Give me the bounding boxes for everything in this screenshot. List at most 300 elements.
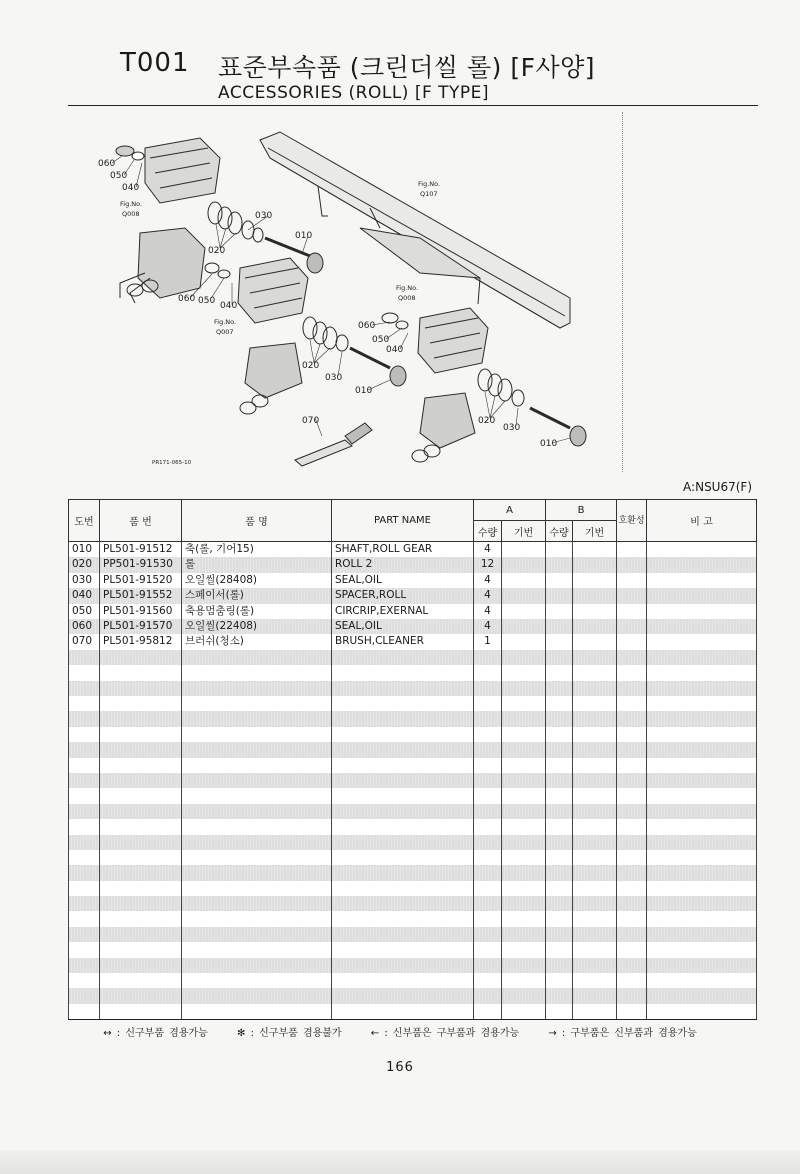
legend-item: → : 구부품은 신부품과 겸용가능 bbox=[548, 1028, 697, 1039]
cell-name-en bbox=[332, 758, 474, 773]
cell-name-ko bbox=[182, 804, 332, 819]
callout-030: 030 bbox=[325, 373, 343, 383]
cell-compat bbox=[617, 650, 647, 665]
cell-name-en: ROLL 2 bbox=[332, 557, 474, 572]
cell-no bbox=[69, 896, 100, 911]
cell-no bbox=[69, 1004, 100, 1020]
cell-base-a bbox=[502, 788, 546, 803]
cell-base-b bbox=[573, 850, 617, 865]
table-row-empty bbox=[69, 835, 757, 850]
cell-compat bbox=[617, 988, 647, 1003]
cell-base-b bbox=[573, 865, 617, 880]
cell-compat bbox=[617, 865, 647, 880]
cell-remarks bbox=[647, 588, 757, 603]
cell-name-en bbox=[332, 773, 474, 788]
cell-qty-b bbox=[546, 835, 573, 850]
drawing-number: PR171-065-10 bbox=[152, 460, 192, 466]
cell-compat bbox=[617, 881, 647, 896]
cell-base-b bbox=[573, 758, 617, 773]
cell-base-a bbox=[502, 665, 546, 680]
cell-part-no bbox=[100, 681, 182, 696]
cell-base-b bbox=[573, 773, 617, 788]
gearbox-3 bbox=[412, 393, 475, 462]
legend-item: ✻ : 신구부품 겸용불가 bbox=[237, 1028, 342, 1039]
cell-qty-a bbox=[474, 650, 502, 665]
cell-remarks bbox=[647, 881, 757, 896]
cell-remarks bbox=[647, 788, 757, 803]
cell-qty-b bbox=[546, 588, 573, 603]
roll-housing-2 bbox=[238, 258, 308, 323]
cell-qty-a: 4 bbox=[474, 573, 502, 588]
cell-qty-b bbox=[546, 542, 573, 558]
cell-name-ko bbox=[182, 650, 332, 665]
cell-part-no bbox=[100, 1004, 182, 1020]
table-row-empty bbox=[69, 896, 757, 911]
cell-compat bbox=[617, 804, 647, 819]
cell-no bbox=[69, 788, 100, 803]
cell-qty-a bbox=[474, 758, 502, 773]
cell-part-no bbox=[100, 988, 182, 1003]
cell-remarks bbox=[647, 773, 757, 788]
table-row bbox=[69, 542, 757, 558]
fig-ref-label: Fig.No. bbox=[214, 318, 237, 326]
cell-remarks bbox=[647, 988, 757, 1003]
cell-base-b bbox=[573, 711, 617, 726]
cell-qty-a: 4 bbox=[474, 542, 502, 558]
cell-part-no: PL501-91570 bbox=[100, 619, 182, 634]
cell-qty-a bbox=[474, 881, 502, 896]
parts-table-body bbox=[69, 542, 757, 1020]
cell-name-en bbox=[332, 650, 474, 665]
cell-compat bbox=[617, 896, 647, 911]
cell-no bbox=[69, 865, 100, 880]
cell-part-no bbox=[100, 665, 182, 680]
cell-no bbox=[69, 988, 100, 1003]
table-row-empty bbox=[69, 942, 757, 957]
page-number: 166 bbox=[386, 1060, 414, 1075]
gearbox-1 bbox=[120, 228, 205, 303]
cell-base-b bbox=[573, 958, 617, 973]
cell-qty-a bbox=[474, 896, 502, 911]
cell-remarks bbox=[647, 696, 757, 711]
cell-remarks bbox=[647, 650, 757, 665]
cell-name-en: CIRCRIP,EXERNAL bbox=[332, 604, 474, 619]
cell-base-b bbox=[573, 742, 617, 757]
page-title-english: ACCESSORIES (ROLL) [F TYPE] bbox=[218, 83, 490, 103]
cell-base-a bbox=[502, 865, 546, 880]
cell-base-b bbox=[573, 604, 617, 619]
cell-compat bbox=[617, 942, 647, 957]
cell-part-no: PL501-91552 bbox=[100, 588, 182, 603]
cell-name-ko bbox=[182, 711, 332, 726]
exploded-parts-diagram bbox=[90, 118, 620, 473]
cell-base-a bbox=[502, 588, 546, 603]
cell-remarks bbox=[647, 835, 757, 850]
cell-name-ko: 오일씰(28408) bbox=[182, 573, 332, 588]
cell-base-b bbox=[573, 650, 617, 665]
cell-name-ko bbox=[182, 758, 332, 773]
cell-no bbox=[69, 804, 100, 819]
table-row-empty bbox=[69, 681, 757, 696]
table-row-empty bbox=[69, 742, 757, 757]
cell-remarks bbox=[647, 896, 757, 911]
cell-part-no bbox=[100, 819, 182, 834]
legend-item: ← : 신부품은 구부품과 겸용가능 bbox=[370, 1028, 520, 1039]
cell-name-ko bbox=[182, 881, 332, 896]
table-row-empty bbox=[69, 850, 757, 865]
cell-no bbox=[69, 727, 100, 742]
table-row-empty bbox=[69, 804, 757, 819]
cell-base-b bbox=[573, 788, 617, 803]
cell-name-en bbox=[332, 988, 474, 1003]
cell-compat bbox=[617, 788, 647, 803]
col-group-b: B bbox=[546, 500, 617, 521]
cell-no: 030 bbox=[69, 573, 100, 588]
col-no: 도번 bbox=[69, 500, 100, 542]
cell-no bbox=[69, 758, 100, 773]
table-row-empty bbox=[69, 911, 757, 926]
cell-base-b bbox=[573, 573, 617, 588]
fig-ref-code: Q008 bbox=[122, 210, 140, 218]
cell-name-en bbox=[332, 850, 474, 865]
cleaner-brush-drawing bbox=[295, 423, 372, 466]
cell-name-en bbox=[332, 681, 474, 696]
cell-name-ko bbox=[182, 696, 332, 711]
cell-name-ko bbox=[182, 896, 332, 911]
col-base-a: 기번 bbox=[502, 521, 546, 542]
cell-part-no bbox=[100, 650, 182, 665]
cell-name-ko bbox=[182, 665, 332, 680]
cell-base-b bbox=[573, 973, 617, 988]
callout-040: 040 bbox=[220, 301, 238, 311]
callout-060: 060 bbox=[178, 294, 196, 304]
cell-qty-a bbox=[474, 773, 502, 788]
table-row bbox=[69, 634, 757, 649]
cell-compat bbox=[617, 604, 647, 619]
cell-base-b bbox=[573, 1004, 617, 1020]
cell-no: 060 bbox=[69, 619, 100, 634]
cell-qty-b bbox=[546, 896, 573, 911]
cell-name-ko bbox=[182, 850, 332, 865]
cell-name-en bbox=[332, 896, 474, 911]
callout-030: 030 bbox=[255, 211, 273, 221]
cell-compat bbox=[617, 696, 647, 711]
fig-ref-code: Q107 bbox=[420, 190, 438, 198]
cell-name-ko bbox=[182, 911, 332, 926]
cell-base-b bbox=[573, 619, 617, 634]
table-row-empty bbox=[69, 773, 757, 788]
cell-qty-b bbox=[546, 927, 573, 942]
roll-stack-3 bbox=[478, 369, 586, 446]
cell-qty-b bbox=[546, 942, 573, 957]
callout-010: 010 bbox=[540, 439, 558, 449]
cell-base-a bbox=[502, 542, 546, 558]
cell-part-no bbox=[100, 758, 182, 773]
cell-compat bbox=[617, 711, 647, 726]
col-name-ko: 품 명 bbox=[182, 500, 332, 542]
cell-part-no: PL501-95812 bbox=[100, 634, 182, 649]
cell-remarks bbox=[647, 958, 757, 973]
cell-qty-b bbox=[546, 850, 573, 865]
table-row-empty bbox=[69, 711, 757, 726]
cell-part-no: PL501-91520 bbox=[100, 573, 182, 588]
cell-qty-a bbox=[474, 711, 502, 726]
cell-name-en bbox=[332, 958, 474, 973]
cell-part-no bbox=[100, 788, 182, 803]
cell-base-b bbox=[573, 819, 617, 834]
table-header-row bbox=[69, 500, 757, 521]
cell-qty-b bbox=[546, 788, 573, 803]
cell-part-no bbox=[100, 835, 182, 850]
cell-name-en bbox=[332, 727, 474, 742]
cell-qty-a bbox=[474, 911, 502, 926]
cell-qty-b bbox=[546, 711, 573, 726]
cell-name-ko bbox=[182, 973, 332, 988]
legend-item: ↔ : 신구부품 겸용가능 bbox=[103, 1028, 208, 1039]
cell-base-b bbox=[573, 557, 617, 572]
cell-qty-a bbox=[474, 958, 502, 973]
cell-no bbox=[69, 911, 100, 926]
cell-remarks bbox=[647, 573, 757, 588]
table-row bbox=[69, 557, 757, 572]
fig-ref-label: Fig.No. bbox=[120, 200, 143, 208]
cell-name-ko bbox=[182, 727, 332, 742]
cell-qty-a bbox=[474, 988, 502, 1003]
fig-ref-label: Fig.No. bbox=[418, 180, 441, 188]
callout-020: 020 bbox=[208, 246, 226, 256]
cell-name-ko: 축용멈춤링(롤) bbox=[182, 604, 332, 619]
cell-name-en bbox=[332, 942, 474, 957]
cell-remarks bbox=[647, 942, 757, 957]
table-row bbox=[69, 573, 757, 588]
cell-part-no bbox=[100, 942, 182, 957]
cell-remarks bbox=[647, 604, 757, 619]
cell-compat bbox=[617, 911, 647, 926]
callout-050: 050 bbox=[198, 296, 216, 306]
table-row-empty bbox=[69, 696, 757, 711]
callout-060: 060 bbox=[358, 321, 376, 331]
cell-no: 040 bbox=[69, 588, 100, 603]
gearbox-2 bbox=[240, 343, 302, 414]
callout-labels bbox=[98, 159, 557, 449]
table-row-empty bbox=[69, 988, 757, 1003]
cell-base-a bbox=[502, 758, 546, 773]
cell-qty-a bbox=[474, 665, 502, 680]
cell-name-en bbox=[332, 927, 474, 942]
cell-no bbox=[69, 665, 100, 680]
cell-no bbox=[69, 942, 100, 957]
cell-no bbox=[69, 711, 100, 726]
cell-remarks bbox=[647, 727, 757, 742]
cell-no: 020 bbox=[69, 557, 100, 572]
cell-qty-a: 1 bbox=[474, 634, 502, 649]
cell-remarks bbox=[647, 711, 757, 726]
cell-qty-b bbox=[546, 665, 573, 680]
table-row-empty bbox=[69, 758, 757, 773]
callout-050: 050 bbox=[110, 171, 128, 181]
cell-no bbox=[69, 696, 100, 711]
col-name-en: PART NAME bbox=[332, 500, 474, 542]
cell-base-a bbox=[502, 973, 546, 988]
table-row-empty bbox=[69, 788, 757, 803]
cell-part-no: PL501-91512 bbox=[100, 542, 182, 558]
cell-no bbox=[69, 927, 100, 942]
fig-ref-code: Q008 bbox=[398, 294, 416, 302]
cell-name-ko: 스페이서(롤) bbox=[182, 588, 332, 603]
cell-compat bbox=[617, 773, 647, 788]
cell-base-b bbox=[573, 588, 617, 603]
cell-base-b bbox=[573, 804, 617, 819]
cell-base-b bbox=[573, 942, 617, 957]
table-row bbox=[69, 588, 757, 603]
cell-qty-b bbox=[546, 681, 573, 696]
cell-base-b bbox=[573, 665, 617, 680]
cell-qty-a bbox=[474, 973, 502, 988]
cell-no bbox=[69, 835, 100, 850]
cell-qty-b bbox=[546, 819, 573, 834]
cell-name-en bbox=[332, 911, 474, 926]
cell-qty-b bbox=[546, 604, 573, 619]
compatibility-legend bbox=[0, 1024, 800, 1039]
cell-remarks bbox=[647, 758, 757, 773]
cell-name-en bbox=[332, 881, 474, 896]
cell-no bbox=[69, 850, 100, 865]
cell-no bbox=[69, 958, 100, 973]
cell-part-no bbox=[100, 711, 182, 726]
cell-part-no bbox=[100, 850, 182, 865]
cell-name-ko bbox=[182, 865, 332, 880]
model-note: A:NSU67(F) bbox=[683, 480, 752, 494]
cell-name-en: SPACER,ROLL bbox=[332, 588, 474, 603]
cell-no bbox=[69, 742, 100, 757]
cell-base-b bbox=[573, 881, 617, 896]
cell-name-ko: 브러쉬(청소) bbox=[182, 634, 332, 649]
callout-070: 070 bbox=[302, 416, 320, 426]
cell-qty-b bbox=[546, 650, 573, 665]
cell-base-a bbox=[502, 927, 546, 942]
cell-name-ko bbox=[182, 927, 332, 942]
cell-remarks bbox=[647, 804, 757, 819]
cell-base-b bbox=[573, 727, 617, 742]
table-row bbox=[69, 604, 757, 619]
cell-remarks bbox=[647, 927, 757, 942]
page-title-korean: 표준부속품 (크린더씰 롤) [F사양] bbox=[218, 53, 596, 82]
cell-part-no bbox=[100, 773, 182, 788]
table-row bbox=[69, 619, 757, 634]
cell-qty-a bbox=[474, 696, 502, 711]
cell-remarks bbox=[647, 1004, 757, 1020]
cell-name-ko bbox=[182, 788, 332, 803]
cell-no: 070 bbox=[69, 634, 100, 649]
cell-no bbox=[69, 650, 100, 665]
callout-040: 040 bbox=[122, 183, 140, 193]
cell-qty-b bbox=[546, 727, 573, 742]
cell-base-a bbox=[502, 742, 546, 757]
cell-qty-a: 4 bbox=[474, 619, 502, 634]
cell-qty-a bbox=[474, 788, 502, 803]
cell-base-a bbox=[502, 958, 546, 973]
cell-base-a bbox=[502, 696, 546, 711]
cell-name-ko bbox=[182, 835, 332, 850]
cell-name-en bbox=[332, 865, 474, 880]
cell-base-a bbox=[502, 604, 546, 619]
cell-compat bbox=[617, 619, 647, 634]
cell-remarks bbox=[647, 850, 757, 865]
title-divider bbox=[68, 105, 758, 106]
cell-qty-b bbox=[546, 773, 573, 788]
cell-remarks bbox=[647, 865, 757, 880]
cell-name-en bbox=[332, 819, 474, 834]
cell-part-no: PP501-91530 bbox=[100, 557, 182, 572]
cell-name-en: SEAL,OIL bbox=[332, 573, 474, 588]
cell-qty-b bbox=[546, 573, 573, 588]
callout-010: 010 bbox=[295, 231, 313, 241]
cell-base-a bbox=[502, 881, 546, 896]
col-base-b: 기번 bbox=[573, 521, 617, 542]
callout-040: 040 bbox=[386, 345, 404, 355]
cell-part-no bbox=[100, 958, 182, 973]
cell-qty-a bbox=[474, 942, 502, 957]
cell-name-en bbox=[332, 711, 474, 726]
table-row-empty bbox=[69, 881, 757, 896]
cell-name-en bbox=[332, 788, 474, 803]
cell-base-b bbox=[573, 542, 617, 558]
cell-no bbox=[69, 773, 100, 788]
cell-qty-b bbox=[546, 958, 573, 973]
cell-compat bbox=[617, 850, 647, 865]
cell-base-a bbox=[502, 819, 546, 834]
cell-base-a bbox=[502, 619, 546, 634]
cell-base-a bbox=[502, 711, 546, 726]
cell-name-ko: 롤 bbox=[182, 557, 332, 572]
cell-name-en bbox=[332, 835, 474, 850]
table-row-empty bbox=[69, 650, 757, 665]
cell-compat bbox=[617, 681, 647, 696]
cell-remarks bbox=[647, 973, 757, 988]
cell-part-no bbox=[100, 727, 182, 742]
cell-qty-a: 4 bbox=[474, 588, 502, 603]
cell-qty-a bbox=[474, 819, 502, 834]
table-row-empty bbox=[69, 1004, 757, 1020]
cell-compat bbox=[617, 927, 647, 942]
cell-part-no bbox=[100, 865, 182, 880]
cell-name-en: SHAFT,ROLL GEAR bbox=[332, 542, 474, 558]
cell-remarks bbox=[647, 542, 757, 558]
table-row-empty bbox=[69, 927, 757, 942]
cell-base-b bbox=[573, 696, 617, 711]
cell-qty-b bbox=[546, 911, 573, 926]
cell-name-en: BRUSH,CLEANER bbox=[332, 634, 474, 649]
cell-compat bbox=[617, 557, 647, 572]
cell-name-ko: 축(롤, 기어15) bbox=[182, 542, 332, 558]
cell-part-no bbox=[100, 927, 182, 942]
cell-remarks bbox=[647, 665, 757, 680]
cell-base-a bbox=[502, 1004, 546, 1020]
cell-part-no: PL501-91560 bbox=[100, 604, 182, 619]
cell-remarks bbox=[647, 681, 757, 696]
cell-qty-b bbox=[546, 865, 573, 880]
cell-compat bbox=[617, 634, 647, 649]
cell-name-ko bbox=[182, 942, 332, 957]
cell-base-a bbox=[502, 896, 546, 911]
cell-qty-b bbox=[546, 742, 573, 757]
cell-qty-a bbox=[474, 681, 502, 696]
cell-remarks bbox=[647, 742, 757, 757]
cell-compat bbox=[617, 573, 647, 588]
cell-qty-a bbox=[474, 927, 502, 942]
table-row-empty bbox=[69, 973, 757, 988]
scan-edge bbox=[0, 1150, 800, 1174]
